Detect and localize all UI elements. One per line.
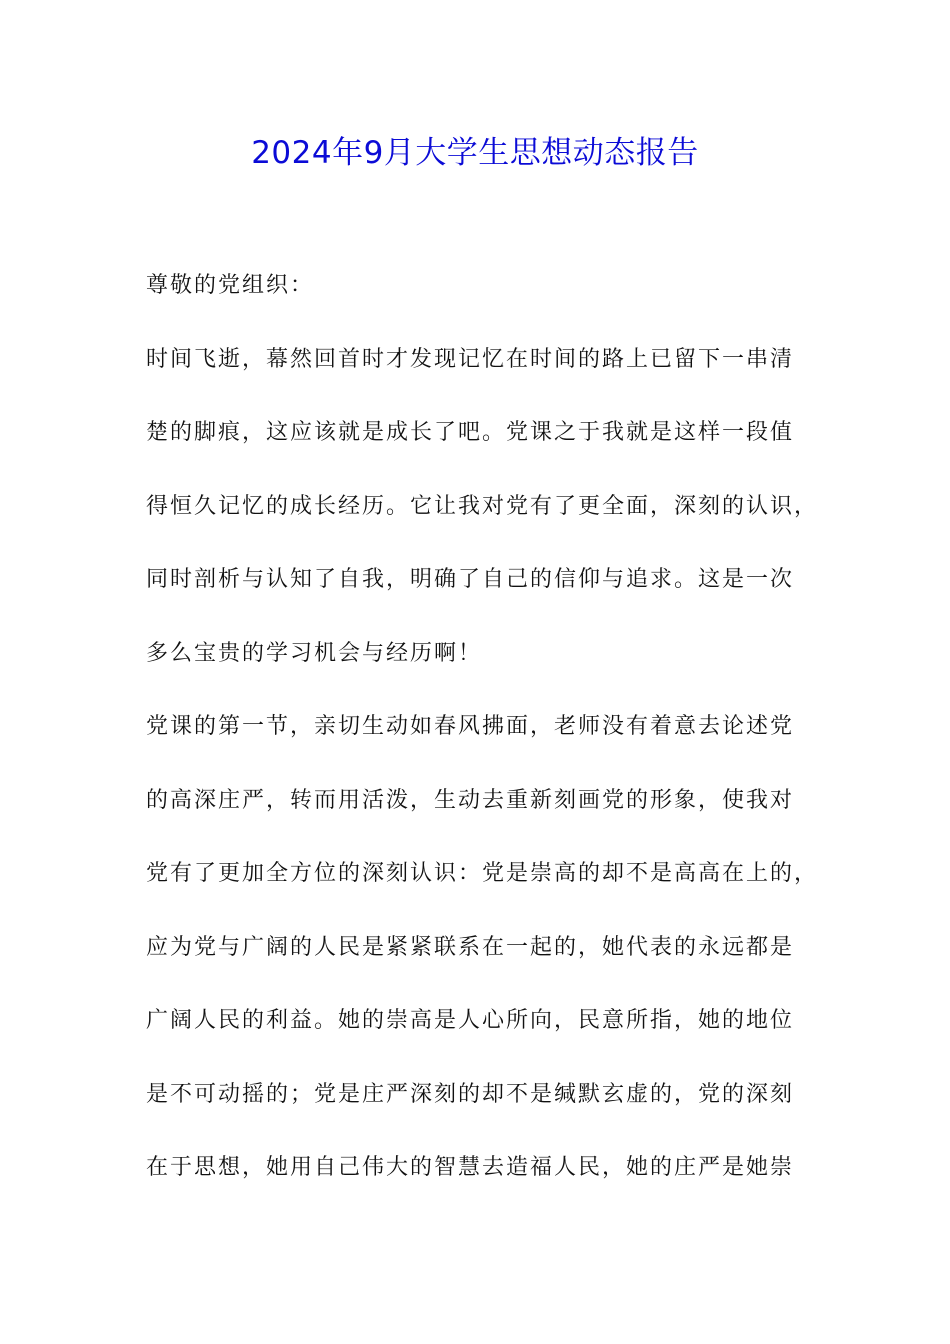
- body-line: 时间飞逝，幕然回首时才发现记忆在时间的路上已留下一串清: [146, 346, 795, 372]
- body-line: 是不可动摇的；党是庄严深刻的却不是缄默玄虚的，党的深刻: [146, 1081, 795, 1107]
- body-line: 楚的脚痕，这应该就是成长了吧。党课之于我就是这样一段值: [146, 420, 795, 445]
- document-body: [146, 262, 826, 1218]
- body-line: 广阔人民的利益。她的崇高是人心所向，民意所指，她的地位: [146, 1008, 795, 1033]
- salutation-line: 尊敬的党组织：: [146, 273, 315, 298]
- body-line: 应为党与广阔的人民是紧紧联系在一起的，她代表的永远都是: [146, 934, 795, 960]
- document-title: 2024年9月大学生思想动态报告: [251, 135, 699, 171]
- body-line: 党课的第一节，亲切生动如春风拂面，老师没有着意去论述党: [146, 714, 795, 739]
- body-line: 党有了更加全方位的深刻认识：党是崇高的却不是高高在上的，: [146, 861, 819, 886]
- body-line: 得恒久记忆的成长经历。它让我对党有了更全面，深刻的认识，: [146, 493, 819, 519]
- body-line: 多么宝贵的学习机会与经历啊！: [146, 640, 483, 666]
- body-line: 在于思想，她用自己伟大的智慧去造福人民，她的庄严是她崇: [146, 1155, 795, 1180]
- body-line: 的高深庄严，转而用活泼，生动去重新刻画党的形象，使我对: [146, 787, 795, 813]
- body-line: 同时剖析与认知了自我，明确了自己的信仰与追求。这是一次: [146, 567, 795, 592]
